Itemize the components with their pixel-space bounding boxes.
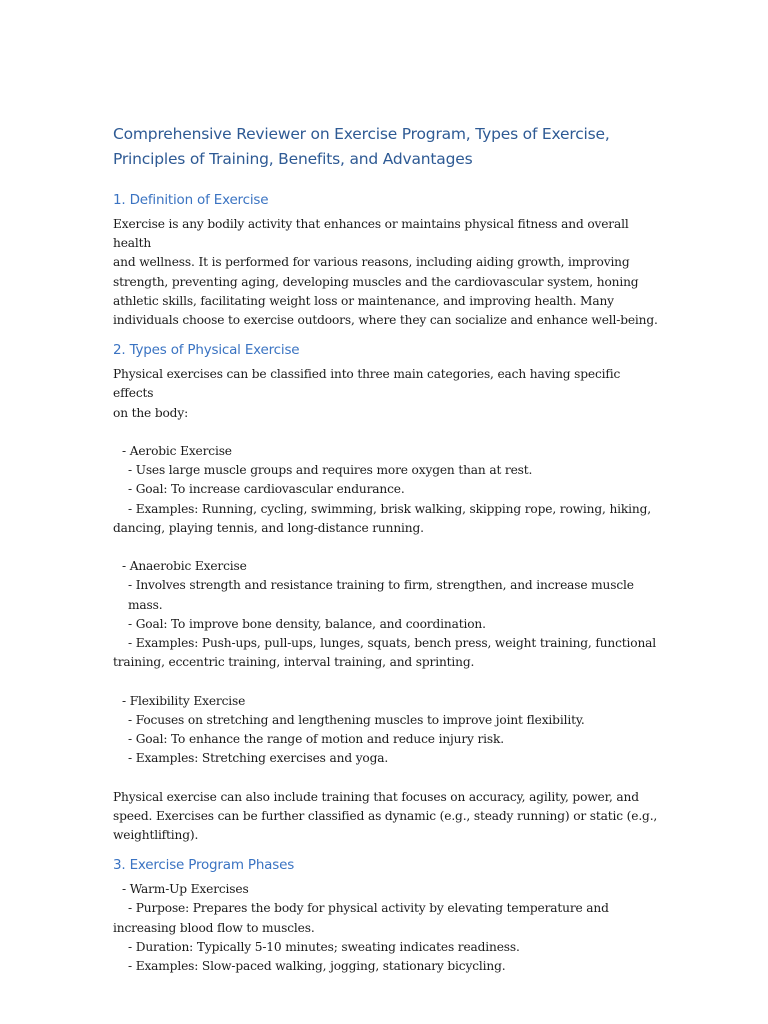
body-line: weightlifting).: [113, 828, 199, 843]
list-subitem: - Goal: To increase cardiovascular endurance.: [128, 482, 405, 497]
body-line: athletic skills, facilitating weight loss or maintenance, and improving health. Many: [113, 293, 614, 308]
body-line: and wellness. It is performed for various reasons, including aiding growth, improving: [113, 255, 630, 270]
list-subitem: - Examples: Running, cycling, swimming, brisk walking, skipping rope, rowing, hiking,: [128, 501, 651, 516]
section-program-phases: [113, 855, 658, 976]
list-subitem: - Uses large muscle groups and requires more oxygen than at rest.: [128, 463, 533, 478]
body-line: strength, preventing aging, developing muscles and the cardiovascular system, honing: [113, 274, 639, 289]
list-subitem: - Purpose: Prepares the body for physical activity by elevating temperature and: [128, 901, 609, 916]
list-item-flexibility: [113, 692, 658, 769]
body-line: Physical exercise can also include training that focuses on accuracy, agility, power, and: [113, 789, 639, 804]
list-subitem: - Involves strength and resistance training to firm, strengthen, and increase muscle mass.: [128, 578, 634, 612]
list-subitem: - Examples: Stretching exercises and yoga.: [128, 751, 389, 766]
list-item-anaerobic: [113, 557, 658, 672]
body-line: individuals choose to exercise outdoors, where they can socialize and enhance well-being.: [113, 313, 658, 328]
list-item-aerobic: [113, 442, 658, 538]
list-subitem: - Examples: Slow-paced walking, jogging, stationary bicycling.: [128, 959, 506, 974]
section-heading: 1. Definition of Exercise: [113, 192, 269, 208]
section-heading: 2. Types of Physical Exercise: [113, 342, 300, 359]
section-types: [113, 340, 658, 845]
list-item-title: - Anaerobic Exercise: [122, 559, 247, 574]
body-line: on the body:: [113, 405, 189, 420]
list-subitem-continuation: dancing, playing tennis, and long-distance running.: [113, 520, 424, 535]
document-title: [113, 122, 658, 172]
list-subitem-continuation: increasing blood flow to muscles.: [113, 920, 315, 935]
title-line-2: Principles of Training, Benefits, and Advantages: [113, 150, 473, 168]
list-item-title: - Aerobic Exercise: [122, 444, 232, 459]
body-line: Exercise is any bodily activity that enhances or maintains physical fitness and overall health: [113, 217, 629, 251]
title-line-1: Comprehensive Reviewer on Exercise Program, Types of Exercise,: [113, 125, 610, 143]
list-item-title: - Flexibility Exercise: [122, 693, 246, 708]
list-item-title: - Warm-Up Exercises: [122, 882, 249, 897]
section-definition: [113, 190, 658, 330]
list-item-warmup: [113, 880, 658, 976]
list-subitem: - Goal: To improve bone density, balance, and coordination.: [128, 616, 486, 631]
list-subitem: - Examples: Push-ups, pull-ups, lunges, squats, bench press, weight training, functional: [128, 636, 657, 651]
list-subitem: - Duration: Typically 5-10 minutes; sweating indicates readiness.: [128, 939, 520, 954]
list-subitem: - Goal: To enhance the range of motion and reduce injury risk.: [128, 732, 504, 747]
list-subitem: - Focuses on stretching and lengthening muscles to improve joint flexibility.: [128, 712, 585, 727]
section-heading: 3. Exercise Program Phases: [113, 857, 295, 874]
list-subitem-continuation: training, eccentric training, interval training, and sprinting.: [113, 655, 475, 670]
body-line: Physical exercises can be classified into three main categories, each having specific effects: [113, 367, 621, 401]
body-line: speed. Exercises can be further classified as dynamic (e.g., steady running) or static (e.g.,: [113, 808, 658, 823]
